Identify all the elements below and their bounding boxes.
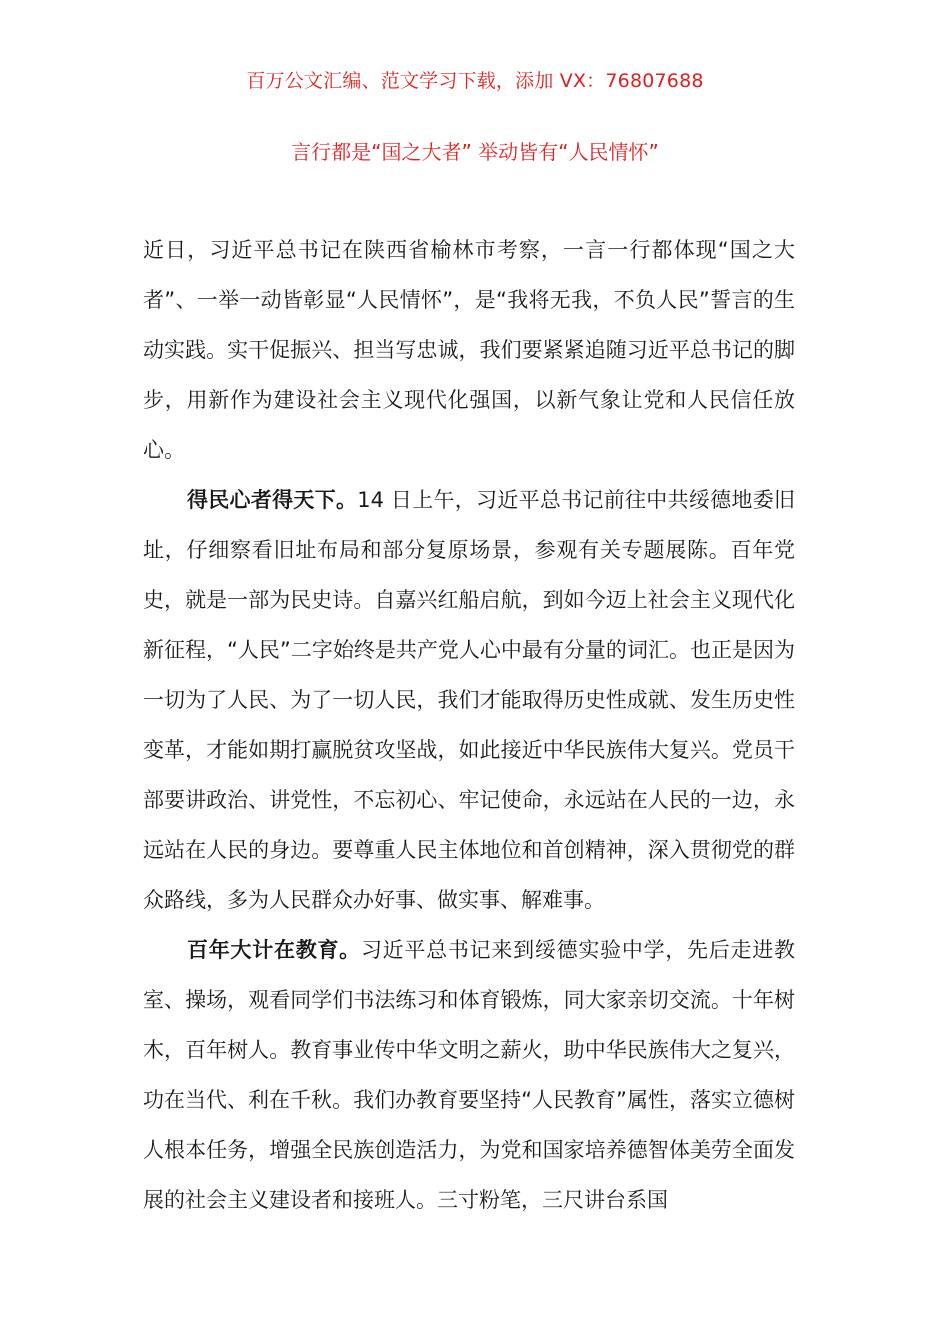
paragraph-education <box>143 925 795 1225</box>
paragraph-text: 近日，习近平总书记在陕西省榆林市考察，一言一行都体现“国之大者”、一举一动皆彰显“人民情怀”，是“我将无我，不负人民”誓言的生动实践。实干促振兴、担当写忠诚，我们要紧紧追随习近平总书记的脚步，用新作为建设社会主义现代化强国，以新气象让党和人民信任放心。 <box>143 238 795 462</box>
paragraph-lead: 百年大计在教育。 <box>187 938 361 962</box>
promo-banner: 百万公文汇编、范文学习下载，添加 VX：76807688 <box>246 70 704 92</box>
paragraph-text: 习近平总书记来到绥德实验中学，先后走进教室、操场，观看同学们书法练习和体育锻炼，同大家亲切交流。十年树木，百年树人。教育事业传中华文明之薪火，助中华民族伟大之复兴，功在当代、利在千秋。我们办教育要坚持“人民教育”属性，落实立德树人根本任务，增强全民族创造活力，为党和国家培养德智体美劳全面发展的社会主义建设者和接班人。三寸粉笔，三尺讲台系国 <box>143 938 796 1212</box>
paragraph-lead: 得民心者得天下。 <box>187 488 358 512</box>
paragraph-people <box>143 475 795 925</box>
paragraph-text: 14 日上午，习近平总书记前往中共绥德地委旧址，仔细察看旧址布局和部分复原场景，参观有关专题展陈。百年党史，就是一部为民史诗。自嘉兴红船启航，到如今迈上社会主义现代化新征程，“人民”二字始终是共产党人心中最有分量的词汇。也正是因为一切为了人民、为了一切人民，我们才能取得历史性成就、发生历史性变革，才能如期打赢脱贫攻坚战，如此接近中华民族伟大复兴。党员干部要讲政治、讲党性，不忘初心、牢记使命，永远站在人民的一边，永远站在人民的身边。要尊重人民主体地位和首创精神，深入贯彻党的群众路线，多为人民群众办好事、做实事、解难事。 <box>143 488 795 912</box>
document-title: 言行都是“国之大者” 举动皆有“人民情怀” <box>291 140 659 164</box>
document-body <box>143 225 795 1225</box>
paragraph-intro <box>143 225 795 475</box>
